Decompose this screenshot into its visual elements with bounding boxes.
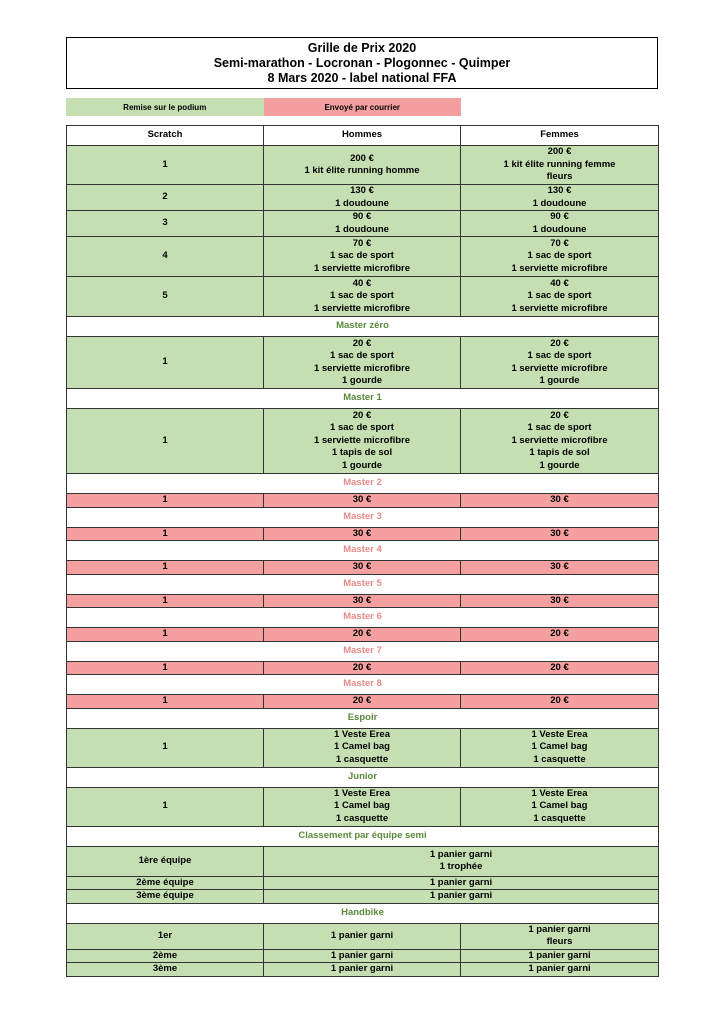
rank-cell xyxy=(67,561,264,575)
rank-cell xyxy=(67,661,264,675)
men-prize-cell xyxy=(264,561,461,575)
table-row xyxy=(67,494,659,508)
men-prize-cell xyxy=(264,237,461,277)
table-row xyxy=(67,337,659,389)
prize-line: 1 panier garni xyxy=(528,963,591,974)
prize-line: 1 panier garni xyxy=(429,890,493,901)
prize-line: 1 tapis de sol xyxy=(331,447,393,459)
rank-cell xyxy=(67,409,264,474)
women-prize-cell xyxy=(461,661,659,675)
rank-cell xyxy=(67,146,264,185)
prize-line: 1 Veste Erea xyxy=(531,728,588,740)
table-row xyxy=(67,963,659,977)
prize-line: 1 sac de sport xyxy=(527,290,592,302)
prize-line: 1 casquette xyxy=(335,753,389,765)
table-row xyxy=(67,409,659,474)
prize-line: 1 serviette microfibre xyxy=(511,434,608,446)
women-prize-cell xyxy=(461,211,659,237)
men-prize-cell xyxy=(264,846,659,876)
section-row xyxy=(67,474,659,494)
prize-line: 1 casquette xyxy=(533,753,586,765)
prize-line: 1 xyxy=(162,356,168,368)
table-row xyxy=(67,787,659,826)
section-row xyxy=(67,317,659,337)
prize-line: 1 serviette microfibre xyxy=(313,302,411,314)
prize-line: 1 panier garni xyxy=(528,923,591,935)
header-women: Femmes xyxy=(461,126,659,146)
prize-line: 90 € xyxy=(352,211,372,222)
rank-cell xyxy=(67,695,264,709)
table-row xyxy=(67,695,659,709)
prize-line: 1 xyxy=(162,695,168,706)
prize-line: 20 € xyxy=(550,337,569,349)
section-label: Junior xyxy=(67,767,659,787)
section-row xyxy=(67,903,659,923)
men-prize-cell xyxy=(264,409,461,474)
prize-line: 130 € xyxy=(350,185,374,196)
prize-line: 1 gourde xyxy=(341,459,383,471)
table-row xyxy=(67,561,659,575)
title-line: Grille de Prix 2020 xyxy=(307,40,417,55)
women-prize-cell xyxy=(461,146,659,185)
table-row xyxy=(67,876,659,890)
rank-cell xyxy=(67,628,264,642)
rank-cell xyxy=(67,787,264,826)
prize-line: 70 € xyxy=(550,237,569,249)
prize-line: 40 € xyxy=(352,277,372,289)
section-label: Master 1 xyxy=(67,389,659,409)
prize-line: 1 gourde xyxy=(341,375,383,386)
table-row xyxy=(67,728,659,767)
table-row xyxy=(67,846,659,876)
table-row xyxy=(67,594,659,608)
prize-line: 30 € xyxy=(550,561,569,572)
prize-line: 20 € xyxy=(352,628,372,639)
men-prize-cell xyxy=(264,628,461,642)
prize-line: 1 Camel bag xyxy=(334,800,390,812)
prize-line: 200 € xyxy=(547,146,572,158)
women-prize-cell xyxy=(461,527,659,541)
prize-line: 200 € xyxy=(350,152,374,164)
men-prize-cell xyxy=(264,923,461,949)
men-prize-cell xyxy=(264,527,461,541)
prize-line: 20 € xyxy=(550,628,569,639)
rank-cell xyxy=(67,594,264,608)
prize-line: 1 panier garni xyxy=(330,963,394,974)
prize-line: 1 xyxy=(162,527,168,539)
rank-cell xyxy=(67,237,264,277)
prize-line: 1 gourde xyxy=(539,459,580,471)
prize-line: 5 xyxy=(162,290,168,302)
prize-line: 30 € xyxy=(550,527,569,539)
section-label: Master 3 xyxy=(67,507,659,527)
prize-line: 1 doudoune xyxy=(532,223,587,235)
prize-line: 1 panier garni xyxy=(330,949,394,961)
section-row xyxy=(67,574,659,594)
section-label: Master 7 xyxy=(67,641,659,661)
prize-line: fleurs xyxy=(546,171,573,183)
title-line: Semi-marathon - Locronan - Plogonnec - Quimper xyxy=(213,55,511,70)
section-row xyxy=(67,767,659,787)
prize-line: 1 xyxy=(162,158,168,170)
prize-line: 1 sac de sport xyxy=(527,350,592,361)
prize-line: 1er xyxy=(157,929,173,941)
header-scratch: Scratch xyxy=(67,126,264,146)
prize-line: 20 € xyxy=(352,661,372,673)
men-prize-cell xyxy=(264,494,461,508)
prize-line: 2ème xyxy=(152,949,178,961)
prize-line: 1 Veste Erea xyxy=(334,728,390,740)
women-prize-cell xyxy=(461,561,659,575)
prize-line: 1 sac de sport xyxy=(330,250,394,262)
prize-line: 1 sac de sport xyxy=(527,422,592,434)
prize-line: 40 € xyxy=(550,277,569,289)
rank-cell xyxy=(67,527,264,541)
table-row xyxy=(67,628,659,642)
prize-line: 130 € xyxy=(547,185,572,196)
prize-line: 1 kit élite running homme xyxy=(304,165,420,176)
section-row xyxy=(67,608,659,628)
prize-line: 20 € xyxy=(550,661,569,673)
prize-line: 1 xyxy=(162,628,168,639)
header-men: Hommes xyxy=(264,126,461,146)
prize-line: 1 serviette microfibre xyxy=(313,434,411,446)
rank-cell xyxy=(67,949,264,963)
prize-line: 1 Camel bag xyxy=(531,741,588,753)
section-label: Master 8 xyxy=(67,675,659,695)
prize-line: 1 xyxy=(162,434,168,446)
men-prize-cell xyxy=(264,337,461,389)
men-prize-cell xyxy=(264,185,461,211)
men-prize-cell xyxy=(264,890,659,904)
women-prize-cell xyxy=(461,409,659,474)
prize-line: 1 kit élite running femme xyxy=(503,158,616,170)
prize-line: 1 panier garni xyxy=(330,929,394,941)
prize-line: 30 € xyxy=(352,527,372,539)
prize-line: 1 serviette microfibre xyxy=(313,362,411,374)
prize-line: 1 xyxy=(162,494,168,505)
prize-line: 1 sac de sport xyxy=(330,350,394,361)
prize-line: 1 trophée xyxy=(439,861,483,872)
section-label: Master 5 xyxy=(67,574,659,594)
prize-line: 20 € xyxy=(352,695,372,706)
prize-line: 1 doudoune xyxy=(335,197,389,209)
prize-line: 1 casquette xyxy=(533,812,586,824)
section-label: Espoir xyxy=(67,708,659,728)
prize-line: 1 serviette microfibre xyxy=(313,262,411,274)
prize-line: 1 xyxy=(162,800,168,812)
table-row xyxy=(67,923,659,949)
prize-line: 90 € xyxy=(550,211,569,222)
prize-line: 3ème xyxy=(152,963,178,974)
rank-cell xyxy=(67,923,264,949)
table-row xyxy=(67,237,659,277)
women-prize-cell xyxy=(461,787,659,826)
women-prize-cell xyxy=(461,628,659,642)
table-row xyxy=(67,277,659,317)
section-row xyxy=(67,641,659,661)
women-prize-cell xyxy=(461,594,659,608)
prize-line: 1 xyxy=(162,661,168,673)
rank-cell xyxy=(67,876,264,890)
men-prize-cell xyxy=(264,661,461,675)
women-prize-cell xyxy=(461,494,659,508)
table-row xyxy=(67,890,659,904)
prize-line: 1 doudoune xyxy=(335,223,389,235)
prize-line: 1 Camel bag xyxy=(334,741,390,753)
table-row xyxy=(67,527,659,541)
women-prize-cell xyxy=(461,695,659,709)
section-row xyxy=(67,708,659,728)
prize-line: 3ème équipe xyxy=(136,890,194,901)
section-row xyxy=(67,541,659,561)
prize-line: 30 € xyxy=(550,594,569,606)
prize-line: 1 tapis de sol xyxy=(529,447,590,459)
title-line: 8 Mars 2020 - label national FFA xyxy=(267,70,457,85)
section-label: Master 2 xyxy=(67,474,659,494)
prize-line: 1 serviette microfibre xyxy=(511,362,608,374)
section-row xyxy=(67,675,659,695)
prize-line: 2 xyxy=(162,191,168,203)
rank-cell xyxy=(67,890,264,904)
prize-line: 2ème équipe xyxy=(136,876,194,888)
prize-line: 1 xyxy=(162,741,168,753)
prize-line: 20 € xyxy=(352,337,372,349)
rank-cell xyxy=(67,728,264,767)
section-label: Classement par équipe semi xyxy=(67,826,659,846)
prize-line: 70 € xyxy=(352,237,372,249)
prize-line: 1 sac de sport xyxy=(527,250,592,262)
men-prize-cell xyxy=(264,594,461,608)
section-label: Handbike xyxy=(67,903,659,923)
women-prize-cell xyxy=(461,728,659,767)
legend-mail: Envoyé par courrier xyxy=(264,98,462,116)
prize-line: 4 xyxy=(162,250,168,262)
title-box xyxy=(66,37,658,89)
table-row xyxy=(67,661,659,675)
legend xyxy=(66,98,461,116)
prize-line: 1 xyxy=(162,561,168,572)
men-prize-cell xyxy=(264,949,461,963)
section-row xyxy=(67,507,659,527)
prize-line: 1 panier garni xyxy=(429,848,493,860)
prize-line: 20 € xyxy=(352,409,372,421)
prize-line: 1 sac de sport xyxy=(330,422,394,434)
prize-line: 1 Veste Erea xyxy=(531,787,588,799)
prize-line: 1 serviette microfibre xyxy=(511,262,608,274)
women-prize-cell xyxy=(461,949,659,963)
rank-cell xyxy=(67,185,264,211)
rank-cell xyxy=(67,277,264,317)
section-label: Master 6 xyxy=(67,608,659,628)
prize-table xyxy=(66,125,659,977)
men-prize-cell xyxy=(264,146,461,185)
men-prize-cell xyxy=(264,277,461,317)
women-prize-cell xyxy=(461,963,659,977)
women-prize-cell xyxy=(461,337,659,389)
prize-line: 1 xyxy=(162,594,168,606)
prize-line: 1 panier garni xyxy=(429,876,493,888)
men-prize-cell xyxy=(264,963,461,977)
men-prize-cell xyxy=(264,876,659,890)
section-row xyxy=(67,826,659,846)
prize-line: 20 € xyxy=(550,409,569,421)
prize-line: 20 € xyxy=(550,695,569,706)
table-row xyxy=(67,146,659,185)
prize-line: fleurs xyxy=(546,936,573,947)
table-row xyxy=(67,185,659,211)
men-prize-cell xyxy=(264,787,461,826)
table-header xyxy=(67,126,659,146)
table-row xyxy=(67,211,659,237)
legend-podium: Remise sur le podium xyxy=(66,98,264,116)
prize-line: 1 sac de sport xyxy=(330,290,394,302)
women-prize-cell xyxy=(461,277,659,317)
section-label: Master zéro xyxy=(67,317,659,337)
prize-line: 1 Camel bag xyxy=(531,800,588,812)
men-prize-cell xyxy=(264,695,461,709)
rank-cell xyxy=(67,494,264,508)
prize-line: 30 € xyxy=(550,494,569,505)
prize-line: 1 doudoune xyxy=(532,197,587,209)
rank-cell xyxy=(67,846,264,876)
prize-line: 1ère équipe xyxy=(138,854,192,866)
rank-cell xyxy=(67,963,264,977)
prize-line: 1 gourde xyxy=(539,375,580,386)
prize-line: 1 serviette microfibre xyxy=(511,302,608,314)
prize-line: 1 panier garni xyxy=(528,949,591,961)
section-row xyxy=(67,389,659,409)
prize-line: 30 € xyxy=(352,494,372,505)
women-prize-cell xyxy=(461,237,659,277)
women-prize-cell xyxy=(461,185,659,211)
section-label: Master 4 xyxy=(67,541,659,561)
prize-line: 1 Veste Erea xyxy=(334,787,390,799)
prize-line: 30 € xyxy=(352,594,372,606)
rank-cell xyxy=(67,337,264,389)
men-prize-cell xyxy=(264,728,461,767)
men-prize-cell xyxy=(264,211,461,237)
prize-line: 3 xyxy=(162,217,168,229)
prize-line: 30 € xyxy=(352,561,372,572)
table-row xyxy=(67,949,659,963)
prize-line: 1 casquette xyxy=(335,812,389,824)
women-prize-cell xyxy=(461,923,659,949)
rank-cell xyxy=(67,211,264,237)
